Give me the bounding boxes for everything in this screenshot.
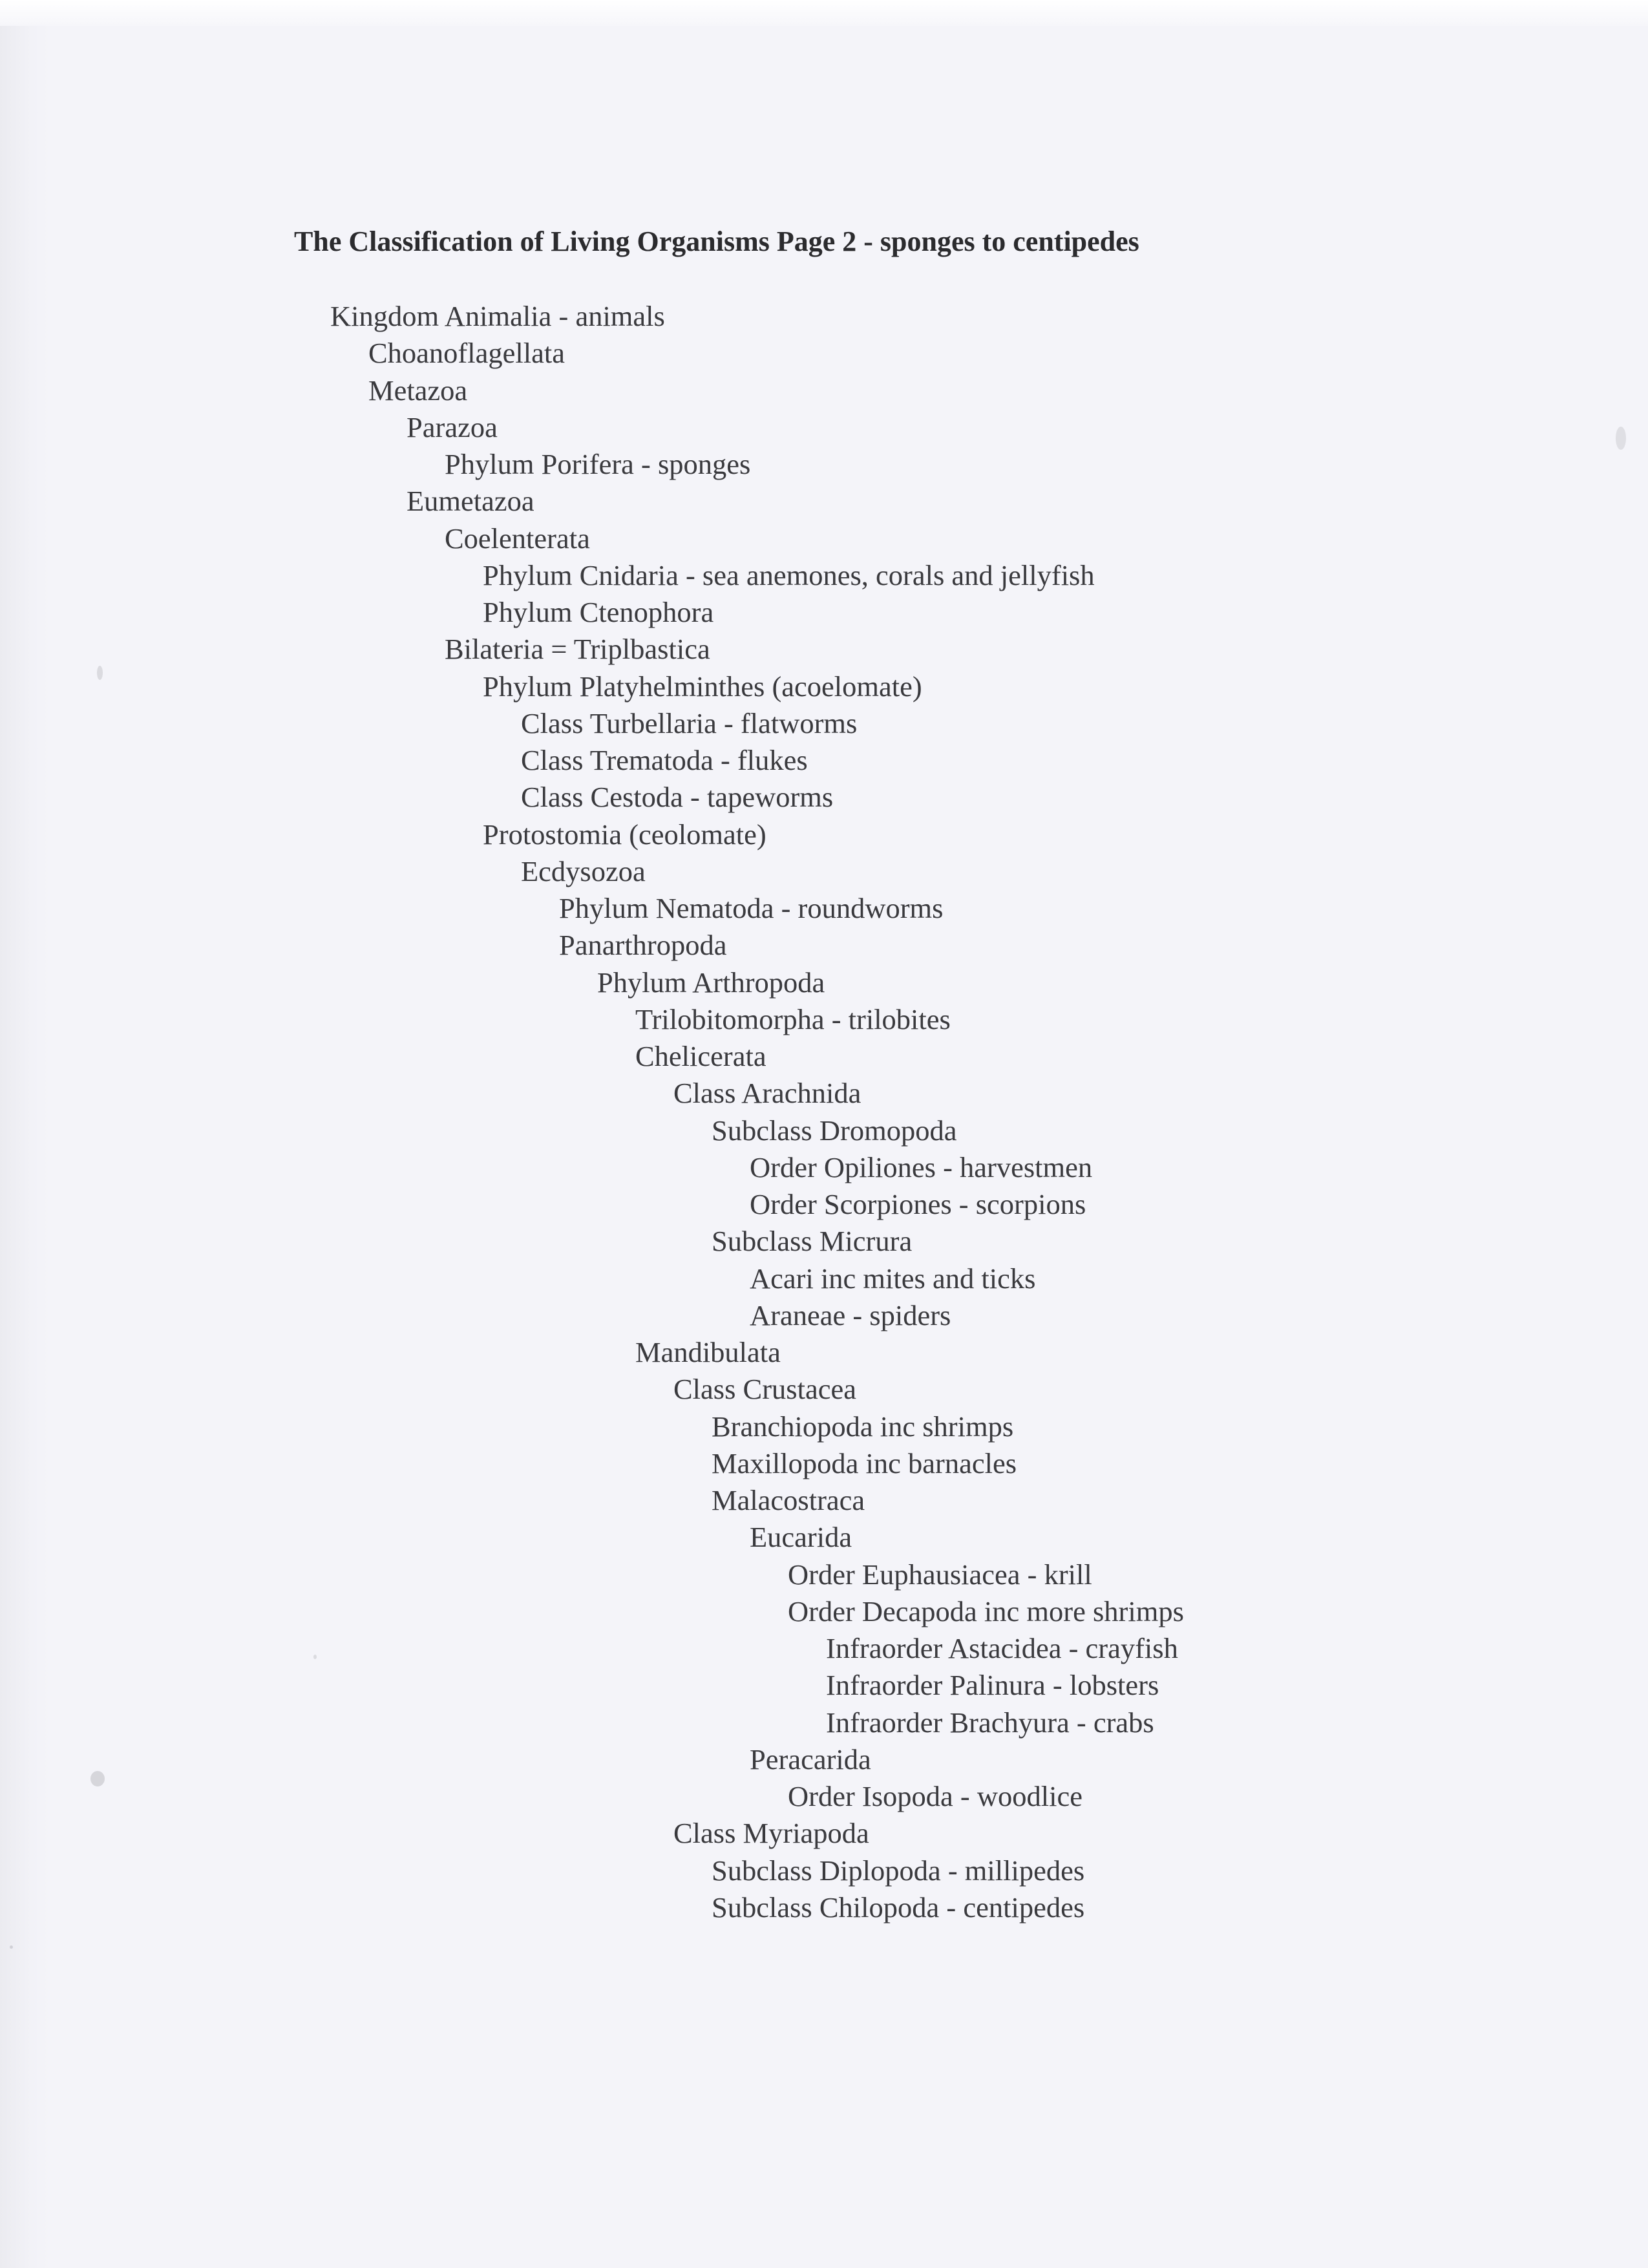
taxon-item: Class Turbellaria - flatworms — [521, 706, 858, 739]
taxon-item: Choanoflagellata — [368, 337, 565, 370]
taxon-item: Class Cestoda - tapeworms — [521, 781, 834, 814]
taxon-item: Order Euphausiacea - krill — [788, 1558, 1092, 1591]
taxon-item: Maxillopoda inc barnacles — [712, 1447, 1017, 1479]
taxon-item: Subclass Micrura — [712, 1225, 913, 1258]
taxon-item: Parazoa — [407, 410, 498, 443]
taxon-item: Protostomia (ceolomate) — [483, 818, 766, 851]
document-title: The Classification of Living Organisms Page 2 - sponges to centipedes — [294, 226, 1139, 257]
taxon-item: Phylum Arthropoda — [597, 966, 825, 999]
scan-edge-shadow — [0, 0, 52, 2268]
scan-speck — [1616, 427, 1626, 450]
scan-speck — [313, 1655, 317, 1659]
taxon-item: Mandibulata — [635, 1336, 781, 1368]
taxon-item: Class Arachnida — [673, 1077, 861, 1110]
taxon-item: Eucarida — [750, 1521, 852, 1554]
taxon-item: Phylum Cnidaria - sea anemones, corals and jellyfish — [483, 558, 1095, 591]
taxon-item: Class Myriapoda — [673, 1817, 869, 1850]
taxon-item: Class Crustacea — [673, 1373, 856, 1406]
taxon-item: Order Isopoda - woodlice — [788, 1780, 1083, 1812]
taxon-item: Acari inc mites and ticks — [750, 1262, 1036, 1295]
taxon-item: Infraorder Brachyura - crabs — [826, 1706, 1154, 1739]
taxon-item: Phylum Porifera - sponges — [445, 448, 751, 480]
taxon-item: Coelenterata — [445, 522, 590, 555]
taxon-item: Ecdysozoa — [521, 854, 646, 887]
scan-speck — [10, 1945, 13, 1949]
taxon-item: Branchiopoda inc shrimps — [712, 1410, 1014, 1443]
taxon-item: Araneae - spiders — [750, 1298, 951, 1331]
taxon-item: Subclass Diplopoda - millipedes — [712, 1854, 1085, 1887]
taxon-item: Trilobitomorpha - trilobites — [635, 1002, 951, 1035]
taxon-item: Order Decapoda inc more shrimps — [788, 1595, 1184, 1627]
taxon-item: Subclass Dromopoda — [712, 1114, 957, 1147]
scan-speck — [97, 666, 103, 680]
taxon-item: Panarthropoda — [559, 929, 727, 962]
taxon-item: Subclass Chilopoda - centipedes — [712, 1891, 1085, 1924]
taxon-item: Chelicerata — [635, 1040, 766, 1072]
taxon-item: Phylum Nematoda - roundworms — [559, 892, 944, 924]
taxon-item: Eumetazoa — [407, 485, 534, 518]
taxon-item: Bilateria = Triplbastica — [445, 633, 710, 666]
taxon-item: Infraorder Palinura - lobsters — [826, 1669, 1159, 1702]
taxon-item: Kingdom Animalia - animals — [330, 300, 665, 332]
taxon-item: Phylum Platyhelminthes (acoelomate) — [483, 670, 922, 703]
taxon-item: Malacostraca — [712, 1484, 865, 1516]
taxon-item: Class Trematoda - flukes — [521, 744, 808, 776]
scan-top-edge — [0, 0, 1648, 26]
taxon-item: Phylum Ctenophora — [483, 596, 714, 628]
taxon-item: Order Opiliones - harvestmen — [750, 1150, 1093, 1183]
taxon-item: Peracarida — [750, 1743, 871, 1775]
taxon-item: Infraorder Astacidea - crayfish — [826, 1632, 1178, 1664]
scan-speck — [90, 1771, 105, 1786]
taxon-item: Metazoa — [368, 374, 468, 407]
taxon-item: Order Scorpiones - scorpions — [750, 1188, 1086, 1220]
